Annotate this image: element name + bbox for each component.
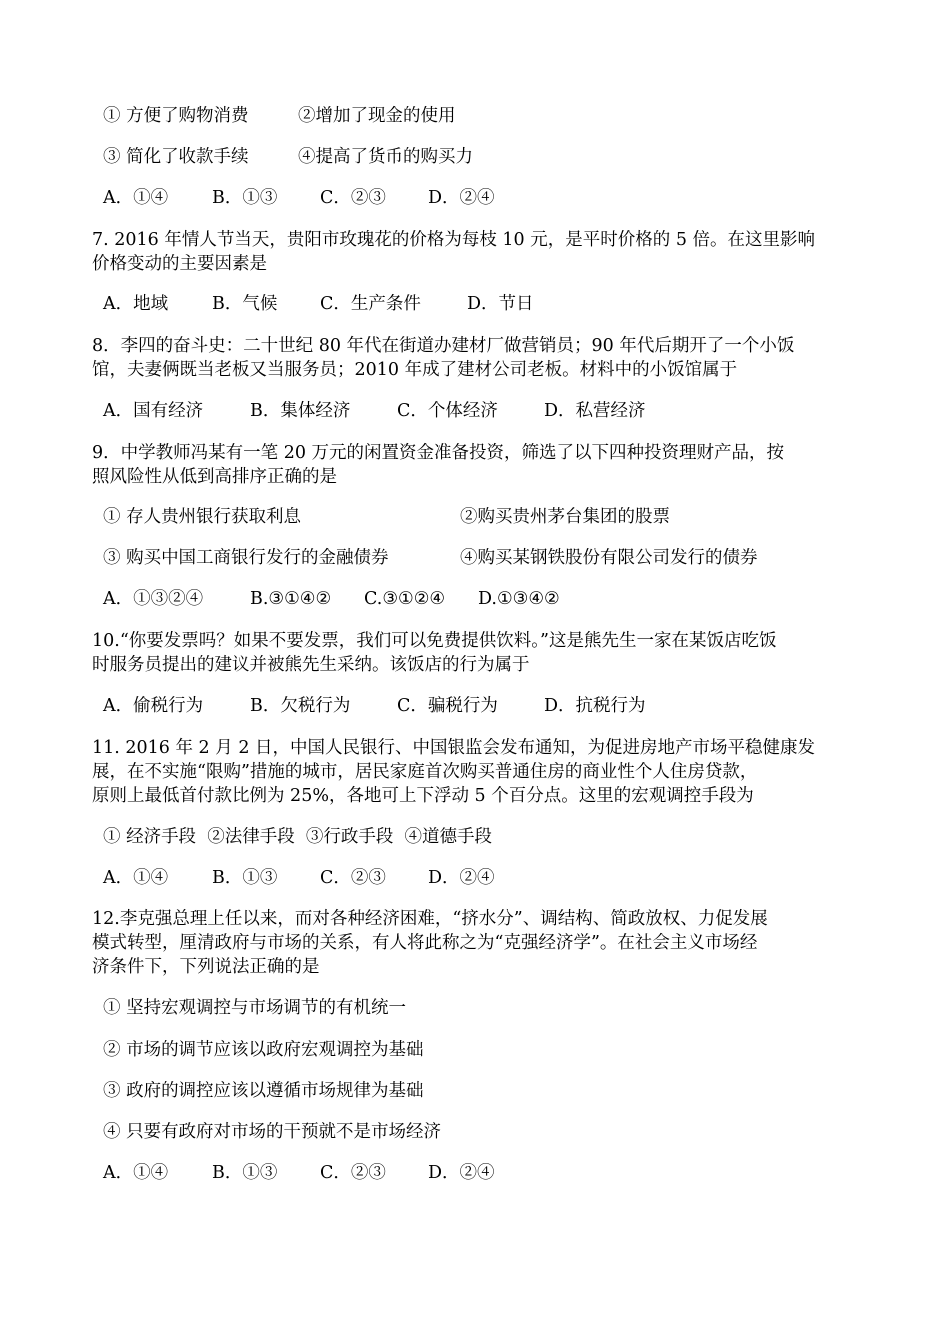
- q6-option-c: C．②③: [320, 188, 386, 208]
- q11-stem-line-2: 展，在不实施“限购”措施的城市，居民家庭首次购买普通住房的商业性个人住房贷款，: [92, 762, 758, 782]
- q12-stem-line-2: 模式转型，厘清政府与市场的关系，有人将此称之为“克强经济学”。在社会主义市场经: [92, 933, 758, 953]
- q12-option-a: A．①④: [103, 1163, 169, 1183]
- q7-option-c: C．生产条件: [320, 294, 421, 314]
- q9-option-d: D.①③④②: [478, 589, 560, 609]
- q8-stem-line-1: 8．李四的奋斗史：二十世纪 80 年代在街道办建材厂做营销员；90 年代后期开了一个小饭: [92, 336, 795, 356]
- q11-option-d: D．②④: [428, 868, 495, 888]
- q6-statement-4: ④提高了货币的购买力: [298, 147, 473, 167]
- q10-option-a: A．偷税行为: [103, 696, 204, 716]
- q12-statement-3: ③ 政府的调控应该以遵循市场规律为基础: [103, 1081, 424, 1101]
- q8-option-d: D．私营经济: [544, 401, 646, 421]
- q8-option-b: B．集体经济: [250, 401, 351, 421]
- q7-option-b: B．气候: [212, 294, 278, 314]
- q12-option-d: D．②④: [428, 1163, 495, 1183]
- q10-option-d: D．抗税行为: [544, 696, 646, 716]
- q6-statement-3: ③ 简化了收款手续: [103, 147, 249, 167]
- q12-option-c: C．②③: [320, 1163, 386, 1183]
- q11-stem-line-1: 11. 2016 年 2 月 2 日，中国人民银行、中国银监会发布通知，为促进房地产市场平稳健康发: [92, 738, 816, 758]
- q6-option-b: B．①③: [212, 188, 278, 208]
- q9-statement-1: ① 存人贵州银行获取利息: [103, 507, 302, 527]
- q12-statement-1: ① 坚持宏观调控与市场调节的有机统一: [103, 998, 407, 1018]
- q10-option-c: C．骗税行为: [397, 696, 498, 716]
- q9-statement-4: ④购买某钢铁股份有限公司发行的债券: [460, 548, 758, 568]
- q10-stem-line-1: 10.“你要发票吗？如果不要发票，我们可以免费提供饮料。”这是熊先生一家在某饭店吃饭: [92, 631, 777, 651]
- q7-stem-line-2: 价格变动的主要因素是: [92, 254, 267, 274]
- q12-statement-2: ② 市场的调节应该以政府宏观调控为基础: [103, 1040, 424, 1060]
- q9-option-a: A．①③②④: [103, 589, 204, 609]
- q11-statements: ① 经济手段 ②法律手段 ③行政手段 ④道德手段: [103, 827, 492, 847]
- q10-stem-line-2: 时服务员提出的建议并被熊先生采纳。该饭店的行为属于: [92, 655, 530, 675]
- q6-option-d: D．②④: [428, 188, 495, 208]
- q7-stem-line-1: 7. 2016 年情人节当天，贵阳市玫瑰花的价格为每枝 10 元，是平时价格的 5 倍。在这里影响: [92, 230, 816, 250]
- q7-option-d: D．节日: [467, 294, 534, 314]
- q12-stem-line-3: 济条件下，下列说法正确的是: [92, 957, 320, 977]
- q8-option-c: C．个体经济: [397, 401, 498, 421]
- q9-option-b: B.③①④②: [250, 589, 332, 609]
- q12-option-b: B．①③: [212, 1163, 278, 1183]
- q11-option-b: B．①③: [212, 868, 278, 888]
- q7-option-a: A．地域: [103, 294, 169, 314]
- q9-stem-line-1: 9．中学教师冯某有一笔 20 万元的闲置资金准备投资，筛选了以下四种投资理财产品，按: [92, 443, 785, 463]
- q9-stem-line-2: 照风险性从低到高排序正确的是: [92, 467, 337, 487]
- q10-option-b: B．欠税行为: [250, 696, 351, 716]
- q11-option-c: C．②③: [320, 868, 386, 888]
- q8-stem-line-2: 馆，夫妻俩既当老板又当服务员；2010 年成了建材公司老板。材料中的小饭馆属于: [92, 360, 738, 380]
- q6-option-a: A．①④: [103, 188, 169, 208]
- q8-option-a: A．国有经济: [103, 401, 204, 421]
- q6-statement-1: ① 方便了购物消费: [103, 106, 249, 126]
- q11-option-a: A．①④: [103, 868, 169, 888]
- q11-stem-line-3: 原则上最低首付款比例为 25%，各地可上下浮动 5 个百分点。这里的宏观调控手段为: [92, 786, 754, 806]
- q6-statement-2: ②增加了现金的使用: [298, 106, 456, 126]
- q12-stem-line-1: 12.李克强总理上任以来，而对各种经济困难，“挤水分”、调结构、简政放权、力促发展: [92, 909, 768, 929]
- q12-statement-4: ④ 只要有政府对市场的干预就不是市场经济: [103, 1122, 442, 1142]
- q9-option-c: C.③①②④: [364, 589, 446, 609]
- q9-statement-2: ②购买贵州茅台集团的股票: [460, 507, 670, 527]
- q9-statement-3: ③ 购买中国工商银行发行的金融债券: [103, 548, 389, 568]
